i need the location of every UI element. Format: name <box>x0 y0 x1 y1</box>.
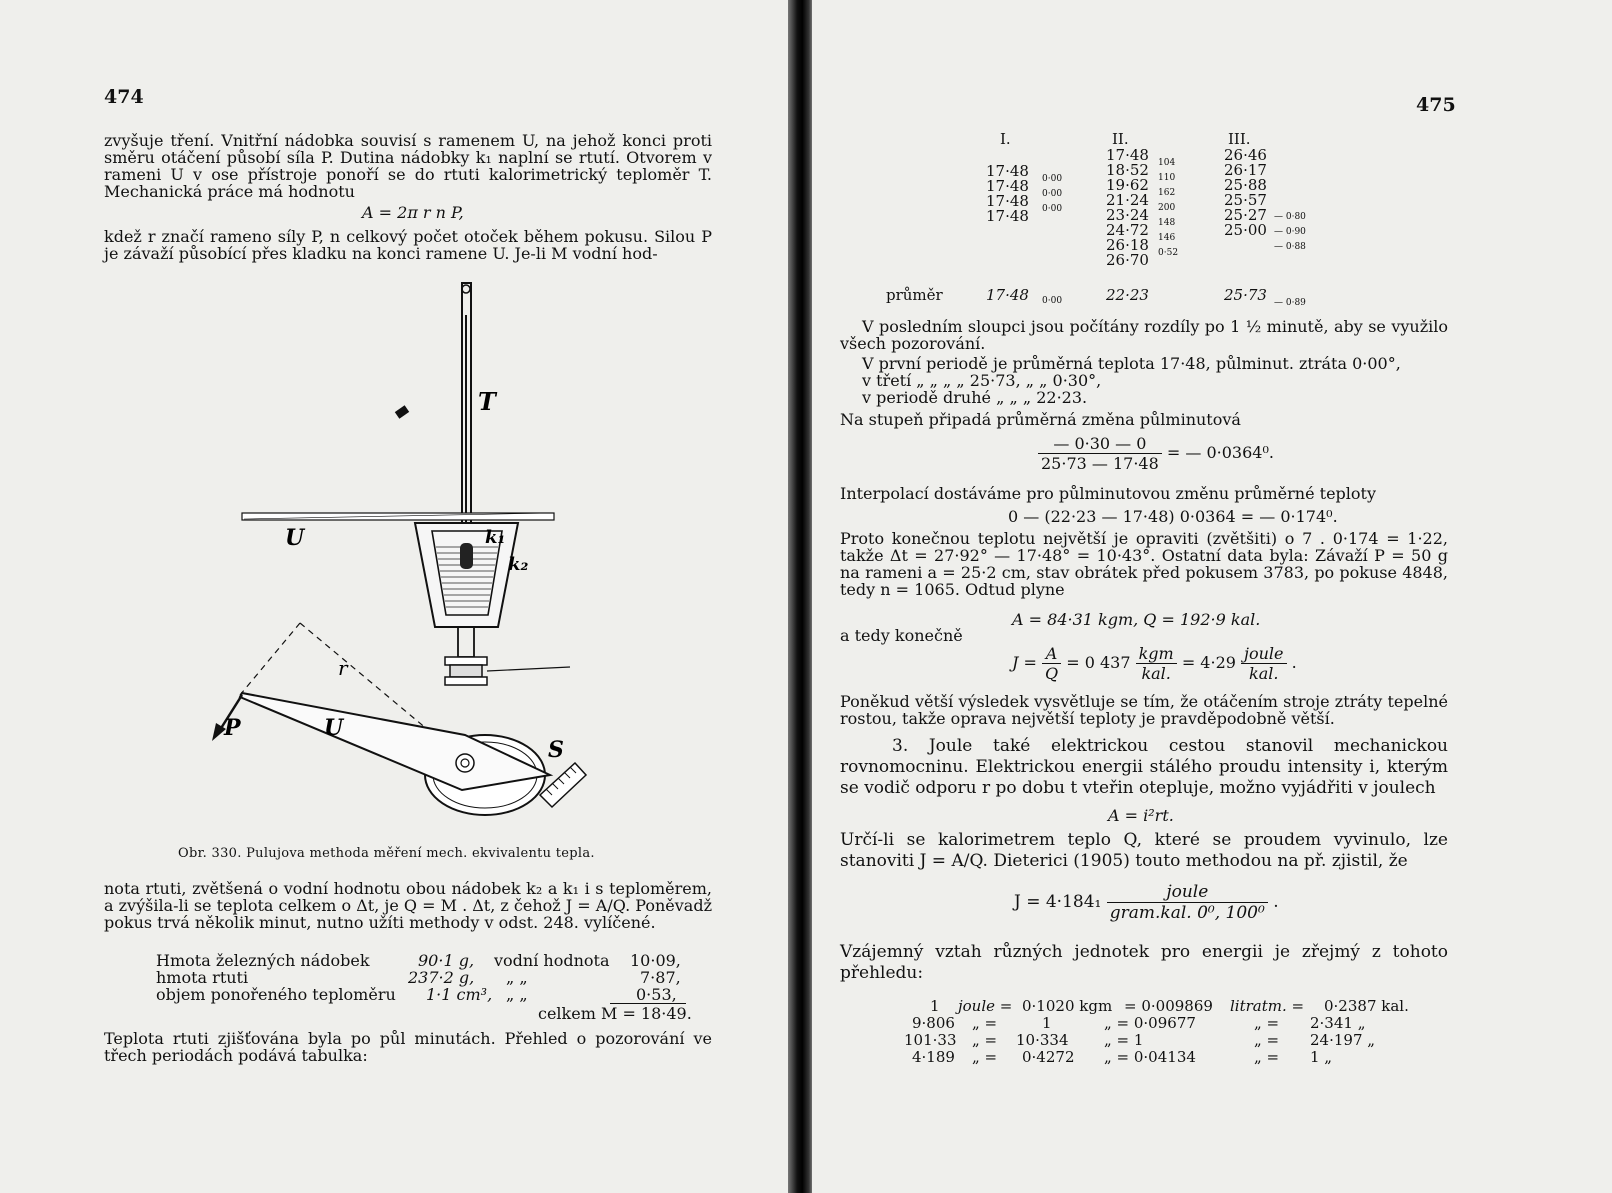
conv-cell: „ = 0·04134 <box>1104 1048 1196 1066</box>
conv-cell: „ = <box>972 1031 998 1049</box>
column-2 <box>1106 148 1149 268</box>
conversion-row <box>892 1015 1452 1032</box>
diff-cell: 110 <box>1158 173 1176 183</box>
fraction-denominator: 25·73 — 17·48 <box>1041 454 1159 473</box>
paragraph-r7: Poněkud větší výsledek vysvětluje se tím, že otáčením stroje ztráty tepelné rostou, takže oprava největší teploty je pravděpodobně větší. <box>840 692 1448 728</box>
fraction-denominator: gram.kal. 0⁰, 100⁰ <box>1109 903 1265 923</box>
mass-row <box>156 952 716 969</box>
conv-cell: = 0·009869 <box>1124 997 1213 1015</box>
label-r: r <box>338 656 348 680</box>
cell: 26·46 <box>1224 146 1267 164</box>
paragraph-r1: V posledním sloupci jsou počítány rozdíly po 1 ½ minutě, aby se využilo všech pozorování. <box>840 317 1448 353</box>
conv-cell: 2·341 „ <box>1310 1014 1366 1032</box>
column-3 <box>1224 148 1267 238</box>
conv-cell: joule = <box>958 997 1013 1015</box>
diff-cell: — 0·90 <box>1274 227 1306 237</box>
table-header: II. <box>1112 130 1129 148</box>
label-P: P <box>224 715 241 741</box>
fraction-numerator: kgm <box>1136 644 1177 664</box>
paragraph-r4: Interpolací dostáváme pro půlminutovou změnu průměrné teploty <box>840 484 1376 503</box>
conv-cell: „ = <box>1254 1048 1280 1066</box>
conv-cell: 1 „ <box>1310 1048 1333 1066</box>
eq-dieterici-lhs: J = 4·184₁ <box>1014 892 1102 912</box>
fraction-result: = — 0·0364⁰. <box>1166 443 1274 462</box>
conv-cell: 101·33 <box>904 1031 957 1049</box>
fraction-equation <box>1038 434 1274 473</box>
cell: 25·27 <box>1224 206 1267 224</box>
mass-label: objem ponořeného teploměru <box>156 985 396 1004</box>
period-line-2: v třetí „ „ „ „ 25·73, „ „ 0·30°, <box>862 371 1102 390</box>
label-U-arm: U <box>324 715 344 741</box>
eq-J-value-2: = 4·29 <box>1181 653 1236 672</box>
mass-row <box>156 986 716 1003</box>
average-1: 17·48 <box>986 286 1029 304</box>
diff-cell: 0·00 <box>1042 189 1063 199</box>
interpolation-equation: 0 — (22·23 — 17·48) 0·0364 = — 0·174⁰. <box>1008 507 1338 526</box>
paragraph-2: kdež r značí rameno síly P, n celkový počet otoček během pokusu. Silou P je závaží působící přes kladku na konci ramene U. Je-li M vodní hod- <box>104 227 712 263</box>
conversion-table <box>892 998 1452 1066</box>
fraction-denominator: kal. <box>1249 664 1279 683</box>
average-3-diff: — 0·89 <box>1274 298 1306 308</box>
cell: 25·57 <box>1224 191 1267 209</box>
mass-label: Hmota železných nádobek <box>156 951 370 970</box>
equation-work: A = 2π r n P, <box>362 203 464 222</box>
conv-cell: 0·2387 kal. <box>1324 997 1409 1015</box>
cell: 18·52 <box>1106 161 1149 179</box>
fraction-numerator: joule <box>1241 644 1286 664</box>
cell: 17·48 <box>986 162 1029 180</box>
fraction-joule-kal <box>1241 644 1286 683</box>
fraction-A-Q <box>1042 644 1061 683</box>
cell: 24·72 <box>1106 221 1149 239</box>
diff-cell: 200 <box>1158 203 1176 213</box>
paragraph-r8: 3. Joule také elektrickou cestou stanovil mechanickou rovnomocninu. Elektrickou energii stálého proudu intensity i, kterým se vodič odporu r po dobu t vteřin otepluje, možno vyjádřiti v joulech <box>840 736 1448 798</box>
conv-cell: 10·334 <box>1016 1031 1069 1049</box>
paragraph-1: zvyšuje tření. Vnitřní nádobka souvisí s ramenem U, na jehož konci proti směru otáčení působí síla P. Dutina nádobky k₁ naplní se rtutí. Otvorem v rameni U v ose přístroje ponoří se do rtuti kalorimetrický teploměr T. Mechanická práce má hodnotu <box>104 131 712 201</box>
cell: 21·24 <box>1106 191 1149 209</box>
mass-label-2: vodní hodnota <box>494 951 610 970</box>
cell: 17·48 <box>986 207 1029 225</box>
average-2: 22·23 <box>1106 286 1149 304</box>
fraction-numerator: — 0·30 — 0 <box>1038 434 1162 454</box>
fraction-denominator: kal. <box>1141 664 1171 683</box>
total-row <box>156 1005 716 1022</box>
column-3-diffs <box>1274 210 1306 255</box>
paragraph-4: Teplota rtuti zjišťována byla po půl minutách. Přehled o pozorování ve třech periodách podává tabulka: <box>104 1029 712 1065</box>
right-page <box>812 0 1612 1193</box>
conv-cell: 1 <box>930 997 940 1015</box>
equation-electric: A = i²rt. <box>1108 806 1174 825</box>
conv-cell: 0·4272 <box>1022 1048 1075 1066</box>
period-line-3: v periodě druhé „ „ „ 22·23. <box>862 388 1088 407</box>
paragraph-r3: Na stupeň připadá průměrná změna půlminutová <box>840 410 1241 429</box>
mass-value: 1·1 cm³, <box>426 985 493 1004</box>
mass-label-2: „ „ <box>506 968 528 987</box>
left-page <box>0 0 790 1193</box>
book-gutter <box>788 0 814 1193</box>
diff-cell: — 0·88 <box>1274 242 1306 252</box>
column-1 <box>986 164 1029 224</box>
cell: 19·62 <box>1106 176 1149 194</box>
conversion-row <box>892 1049 1452 1066</box>
conv-cell: 9·806 <box>912 1014 955 1032</box>
equation-dieterici: J = 4·184₁ $\frac{\text{joule}}{\text{gram.kal. 0⁰, 100⁰}}$ . <box>1014 882 1279 923</box>
cell: 17·48 <box>986 177 1029 195</box>
conv-cell: 24·197 „ <box>1310 1031 1376 1049</box>
diff-cell: 162 <box>1158 188 1176 198</box>
eq-J-lhs: J = <box>1012 653 1037 672</box>
conv-cell: „ = 1 <box>1104 1031 1144 1049</box>
average-3: 25·73 <box>1224 286 1267 304</box>
fraction <box>1038 434 1162 473</box>
equation-J: J = $\frac{A}{Q}$ = 0 437 $\frac{\text{kgm}}{\text{kal.}}$ = 4·29 $\frac{\text{joule}}{\text{kal.}}$ . <box>1012 644 1297 683</box>
diff-cell: 0·00 <box>1042 204 1063 214</box>
mass-value: 90·1 g, <box>418 951 475 970</box>
paragraph-3: nota rtuti, zvětšená o vodní hodnotu obou nádobek k₂ a k₁ i s teploměrem, a zvýšila-li se teplota celkem o Δt, je Q = M . Δt, z čehož J = A/Q. Poněvadž pokus trvá několik minut, nutno užíti methody v odst. 248. vylíčené. <box>104 879 713 932</box>
conv-cell: 1 <box>1042 1014 1052 1032</box>
cell: 26·70 <box>1106 251 1149 269</box>
paragraph-r10: Vzájemný vztah různých jednotek pro energii je zřejmý z tohoto přehledu: <box>840 942 1448 983</box>
fraction-numerator: joule <box>1107 882 1268 903</box>
diff-cell: 146 <box>1158 233 1176 243</box>
mass-total: celkem M = 18·49. <box>538 1004 692 1023</box>
conv-cell: „ = <box>972 1048 998 1066</box>
conv-cell: „ = <box>1254 1014 1280 1032</box>
cell: 23·24 <box>1106 206 1149 224</box>
cell: 26·17 <box>1224 161 1267 179</box>
label-k2: k₂ <box>508 554 529 575</box>
mass-table <box>156 952 716 1022</box>
cell: 25·00 <box>1224 221 1267 239</box>
conv-cell: 0·1020 kgm <box>1022 997 1113 1015</box>
average-1-diff: 0·00 <box>1042 296 1063 306</box>
column-1-diffs <box>1042 172 1062 217</box>
eq-J-value-1: = 0 437 <box>1066 653 1131 672</box>
fraction-kgm-kal <box>1136 644 1177 683</box>
fraction-denominator: Q <box>1045 664 1059 683</box>
label-S: S <box>548 737 564 763</box>
period-line-1: V první periodě je průměrná teplota 17·48, půlminut. ztráta 0·00°, <box>862 354 1401 373</box>
table-header: I. <box>1000 130 1011 148</box>
diff-cell: 148 <box>1158 218 1176 228</box>
page-number-right: 475 <box>1416 94 1456 116</box>
table-header: III. <box>1228 130 1251 148</box>
conv-cell: „ = <box>1254 1031 1280 1049</box>
paragraph-r6: a tedy konečně <box>840 626 963 645</box>
conversion-row <box>892 998 1452 1015</box>
conv-cell: litratm. = <box>1230 997 1305 1015</box>
cell: 26·18 <box>1106 236 1149 254</box>
figure-330 <box>200 275 620 835</box>
mass-row <box>156 969 716 986</box>
conv-cell: „ = <box>972 1014 998 1032</box>
column-2-diffs <box>1158 156 1178 261</box>
figure-caption: Obr. 330. Pulujova methoda měření mech. ekvivalentu tepla. <box>178 846 595 861</box>
mass-label-2: „ „ <box>506 985 528 1004</box>
fraction-numerator: A <box>1042 644 1061 664</box>
fraction-joule-gramkal <box>1107 882 1268 923</box>
conversion-row <box>892 1032 1452 1049</box>
label-k1: k₁ <box>485 527 506 548</box>
conv-cell: „ = 0·09677 <box>1104 1014 1196 1032</box>
paragraph-r9: Určí-li se kalorimetrem teplo Q, které se proudem vyvinulo, lze stanoviti J = A/Q. Dieterici (1905) touto methodou na př. zjistil, že <box>840 830 1448 871</box>
mass-result: 7·87, <box>640 968 681 987</box>
diff-cell: 104 <box>1158 158 1176 168</box>
conv-cell: 4·189 <box>912 1048 955 1066</box>
cell: 17·48 <box>1106 146 1149 164</box>
temperature-table <box>812 130 1612 310</box>
average-label: průměr <box>886 286 943 304</box>
cell: 25·88 <box>1224 176 1267 194</box>
paragraph-r5: Proto konečnou teplotu největší je opraviti (zvětšiti) o 7 . 0·174 = 1·22, takže Δt = 27·92° — 17·48° = 10·43°. Ostatní data byla: Závaží P = 50 g na rameni a = 25·2 cm, stav obrátek před pokusem 3783, po pokuse 4848, tedy n = 1065. Odtud plyne <box>840 529 1448 599</box>
diff-cell: 0·00 <box>1042 174 1063 184</box>
mass-result: 0·53, <box>636 985 677 1004</box>
mass-value: 237·2 g, <box>408 968 475 987</box>
diff-cell: — 0·80 <box>1274 212 1306 222</box>
page-number-left: 474 <box>104 86 144 108</box>
mass-result: 10·09, <box>630 951 681 970</box>
diff-cell: 0·52 <box>1158 248 1179 258</box>
equation-A-Q: A = 84·31 kgm, Q = 192·9 kal. <box>1012 610 1261 629</box>
mass-label: hmota rtuti <box>156 968 249 987</box>
label-U-top: U <box>285 525 305 551</box>
cell: 17·48 <box>986 192 1029 210</box>
label-T: T <box>478 387 496 416</box>
